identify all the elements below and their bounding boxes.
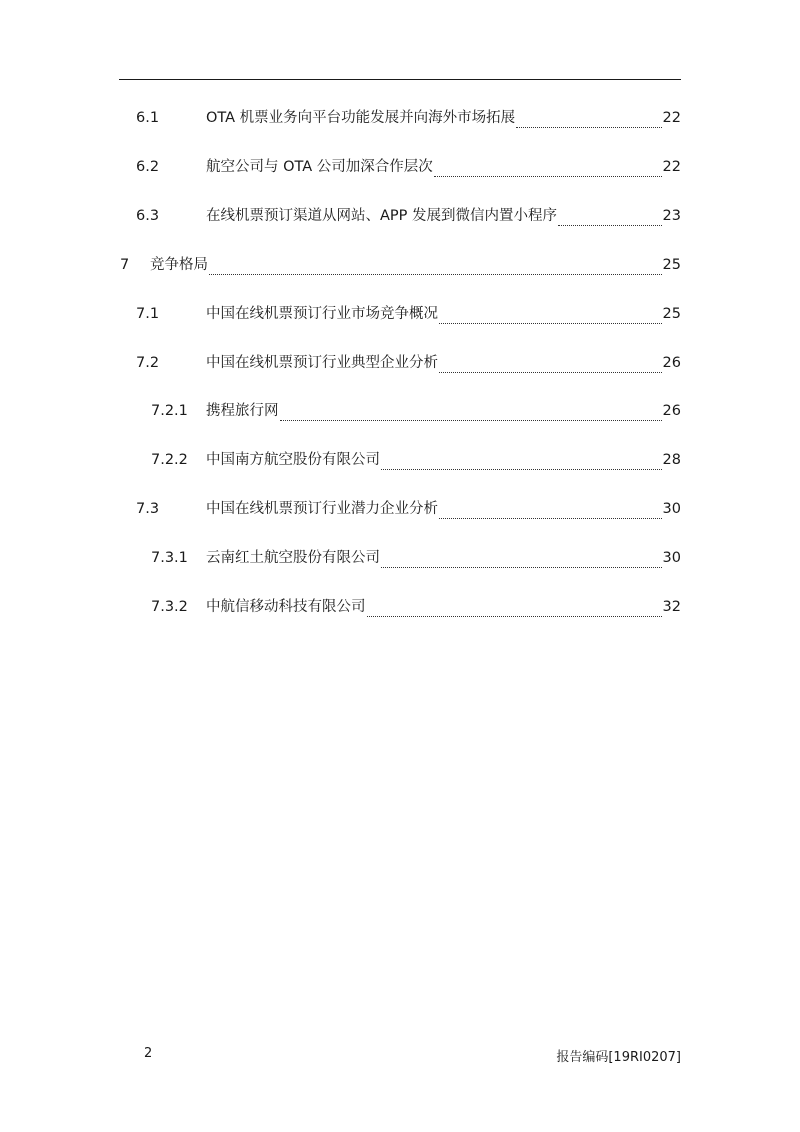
toc-leader-dots	[434, 168, 662, 177]
toc-entry[interactable]	[136, 106, 681, 130]
toc-entry-number: 7.3.2	[151, 599, 188, 615]
toc-entry-page: 23	[662, 208, 681, 224]
toc-entry-title: 云南红土航空股份有限公司	[206, 550, 380, 566]
toc-entry-number: 7	[120, 257, 130, 273]
toc-entry-number: 7.1	[136, 306, 160, 322]
toc-entry-title: 中国南方航空股份有限公司	[206, 452, 380, 468]
footer-report-code: 报告编码[19RI0207]	[556, 1050, 681, 1065]
toc-entry-page: 28	[662, 452, 681, 468]
toc-entry-number: 6.3	[136, 208, 160, 224]
toc-entry[interactable]	[136, 155, 681, 179]
toc-leader-dots	[367, 608, 662, 617]
toc-entry-title: 携程旅行网	[206, 403, 279, 419]
toc-leader-dots	[381, 461, 662, 470]
toc-leader-dots	[439, 364, 662, 373]
toc-entry-page: 22	[662, 110, 681, 126]
toc-entry[interactable]	[136, 351, 681, 375]
toc-entry-number: 7.3.1	[151, 550, 188, 566]
toc-entry[interactable]	[151, 448, 681, 472]
toc-entry-number: 7.2	[136, 355, 160, 371]
toc-entry[interactable]	[120, 253, 681, 277]
toc-entry[interactable]	[136, 302, 681, 326]
toc-entry-title: 中国在线机票预订行业典型企业分析	[206, 355, 438, 371]
toc-entry-number: 6.1	[136, 110, 160, 126]
toc-entry-page: 32	[662, 599, 681, 615]
toc-entry-title: 中国在线机票预订行业市场竞争概况	[206, 306, 438, 322]
toc-entry-title: OTA 机票业务向平台功能发展并向海外市场拓展	[206, 110, 516, 126]
toc-entry[interactable]	[151, 399, 681, 423]
toc-leader-dots	[516, 119, 661, 128]
toc-entry-number: 6.2	[136, 159, 160, 175]
toc-leader-dots	[439, 510, 662, 519]
toc-entry-number: 7.3	[136, 501, 160, 517]
toc-entry-title: 竞争格局	[150, 257, 208, 273]
toc-entry-page: 22	[662, 159, 681, 175]
toc-leader-dots	[558, 217, 662, 226]
toc-entry[interactable]	[151, 546, 681, 570]
toc-entry[interactable]	[136, 497, 681, 521]
toc-leader-dots	[280, 412, 662, 421]
toc-entry-page: 30	[662, 550, 681, 566]
toc-entry-title: 在线机票预订渠道从网站、APP 发展到微信内置小程序	[206, 208, 558, 224]
toc-leader-dots	[209, 266, 662, 275]
toc-entry-page: 25	[662, 257, 681, 273]
toc-entry-page: 26	[662, 355, 681, 371]
toc-leader-dots	[381, 559, 662, 568]
toc-entry-title: 中国在线机票预订行业潜力企业分析	[206, 501, 438, 517]
toc-entry-title: 中航信移动科技有限公司	[206, 599, 366, 615]
toc-entry-page: 26	[662, 403, 681, 419]
toc-entry[interactable]	[136, 204, 681, 228]
toc-entry[interactable]	[151, 595, 681, 619]
toc-entry-number: 7.2.2	[151, 452, 188, 468]
toc-leader-dots	[439, 315, 662, 324]
toc-entry-page: 25	[662, 306, 681, 322]
toc-entry-number: 7.2.1	[151, 403, 188, 419]
footer-page-number: 2	[144, 1046, 153, 1061]
toc-entry-title: 航空公司与 OTA 公司加深合作层次	[206, 159, 433, 175]
toc-entry-page: 30	[662, 501, 681, 517]
